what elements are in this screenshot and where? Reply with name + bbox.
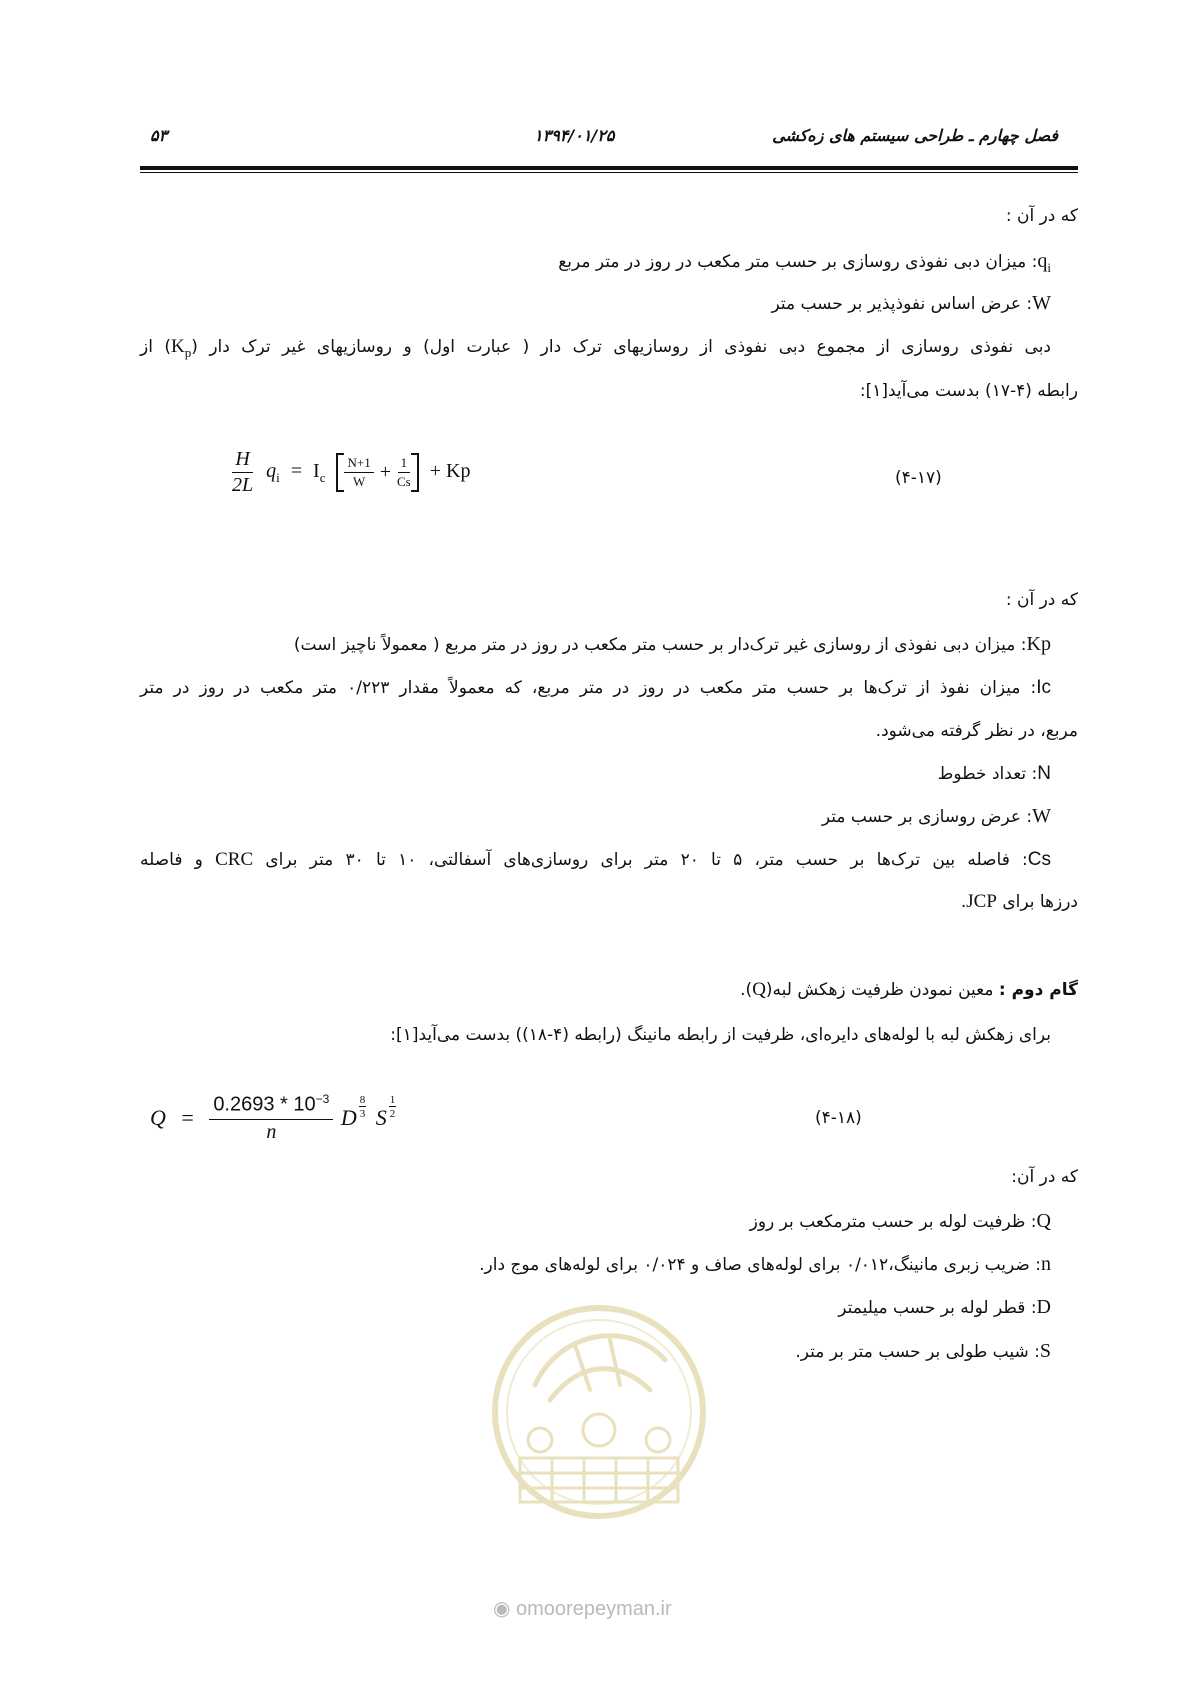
definition-qi: $q_i$: میزان دبی نفوذی روسازی بر حسب متر مکعب در روز در متر مربع xyxy=(558,250,1051,275)
header-rule-thick xyxy=(140,166,1078,170)
term-n-manning: n xyxy=(1041,1253,1051,1275)
equation-18-4: Q = $\frac{0.2693 * 10^{-3}}{n}$ D $\frac{8}{3}$ S $\frac{1}{2}$ xyxy=(150,1092,396,1143)
chapter-title: فصل چهارم ـ طراحی سیستم های زه‌کشی xyxy=(772,126,1058,145)
definition-d: D: قطر لوله بر حسب میلیمتر xyxy=(838,1296,1051,1318)
definition-s: S: شیب طولی بر حسب متر بر متر. xyxy=(795,1340,1051,1362)
term-cs: Cs xyxy=(1027,849,1051,870)
term-kp: $K_p$ xyxy=(171,336,192,360)
step-two-heading: گام دوم : معین نمودن ظرفیت زهکش لبه(Q). xyxy=(740,979,1078,1000)
equation-18-4-number: (۴-۱۸) xyxy=(815,1108,862,1128)
eq1-ic: $I_c$ xyxy=(313,460,326,486)
watermark-logo xyxy=(480,1290,718,1540)
definition-n-manning: n: ضریب زبری مانینگ،۰/۰۱۲ برای لوله‌های صاف و ۰/۰۲۴ برای لوله‌های موج دار. xyxy=(479,1253,1051,1275)
where-intro-3: که در آن: xyxy=(1011,1167,1078,1187)
step-two-label: گام دوم : xyxy=(998,980,1078,1000)
eq2-s: S $\frac{1}{2}$ xyxy=(375,1093,396,1130)
term-qi: $q_i$ xyxy=(1037,250,1051,275)
watermark-site: ◉ omoorepeyman.ir xyxy=(493,1598,672,1620)
step-two-paragraph: برای زهکش لبه با لوله‌های دایره‌ای، ظرفیت از رابطه مانینگ (رابطه (۴-۱۸)) بدست می‌آید[۱]: xyxy=(390,1025,1051,1045)
paragraph-infiltration: دبی نفوذی روسازی از مجموع دبی نفوذی از روسازیهای ترک دار ( عبارت اول) و روسازیهای غیر ترک دار $(K_p)$ از xyxy=(140,336,1052,360)
term-s: S xyxy=(1039,1340,1051,1362)
eq2-d: D $\frac{8}{3}$ xyxy=(340,1093,366,1130)
term-w-2: W xyxy=(1032,805,1051,827)
term-n: N xyxy=(1037,763,1051,784)
eq1-bracket: $\frac{N+1}{W}$ + $\frac{1}{Cs}$ xyxy=(336,453,418,492)
definition-n: N: تعداد خطوط xyxy=(937,763,1051,784)
definition-w-2: W: عرض روسازی بر حسب متر xyxy=(821,805,1051,827)
eq1-term2: $\frac{1}{Cs}$ xyxy=(397,455,411,489)
definition-w: W: عرض اساس نفوذپذیر بر حسب متر xyxy=(771,292,1051,314)
term-jcp: JCP xyxy=(966,891,997,912)
equation-17-4-number: (۴-۱۷) xyxy=(895,468,942,488)
definition-cs-2: درزها برای JCP. xyxy=(960,891,1078,912)
definition-cs: Cs: فاصله بین ترک‌ها بر حسب متر، ۵ تا ۲۰ متر برای روسازی‌های آسفالتی، ۱۰ تا ۳۰ متر برای CRC و فاصله xyxy=(140,849,1051,870)
definition-kp: Kp: میزان دبی نفوذی از روسازی غیر ترک‌دار بر حسب متر مکعب در روز در متر مربع ( معمولاً ناچیز است) xyxy=(293,633,1051,655)
definition-ic: Ic: میزان نفوذ از ترک‌ها بر حسب متر مکعب در روز در متر مربع، که معمولاً مقدار ۰/۲۲۳ متر مکعب در روز در متر xyxy=(140,677,1051,698)
equation-17-4: $\frac{H}{2L}$ $q_i = I_c$ $\frac{N+1}{W}$ + $\frac{1}{Cs}$ + Kp xyxy=(232,448,471,496)
term-ic: Ic xyxy=(1036,677,1051,698)
term-q: Q xyxy=(1036,1210,1051,1232)
term-d: D xyxy=(1036,1296,1051,1318)
where-intro: که در آن : xyxy=(1005,206,1078,226)
eq1-q: $q_i$ xyxy=(266,460,280,486)
eq2-fraction: $\frac{0.2693 * 10^{-3}}{n}$ xyxy=(209,1092,333,1144)
paragraph-infiltration-2: رابطه (۴-۱۷) بدست می‌آید[۱]: xyxy=(859,381,1078,401)
page-number: ۵۳ xyxy=(150,126,168,145)
definition-q: Q: ظرفیت لوله بر حسب مترمکعب بر روز xyxy=(749,1210,1051,1232)
where-intro-2: که در آن : xyxy=(1005,590,1078,610)
header-date: ۱۳۹۴/۰۱/۲۵ xyxy=(534,126,615,145)
term-kp-def: Kp xyxy=(1026,633,1051,655)
eq1-lhs-fraction: $\frac{H}{2L}$ xyxy=(232,448,254,496)
header-rule-thin xyxy=(140,172,1078,173)
eq1-term1: $\frac{N+1}{W}$ xyxy=(344,455,373,490)
definition-ic-2: مربع، در نظر گرفته می‌شود. xyxy=(875,721,1078,741)
term-w: W xyxy=(1032,292,1051,314)
term-crc: CRC xyxy=(215,849,254,870)
